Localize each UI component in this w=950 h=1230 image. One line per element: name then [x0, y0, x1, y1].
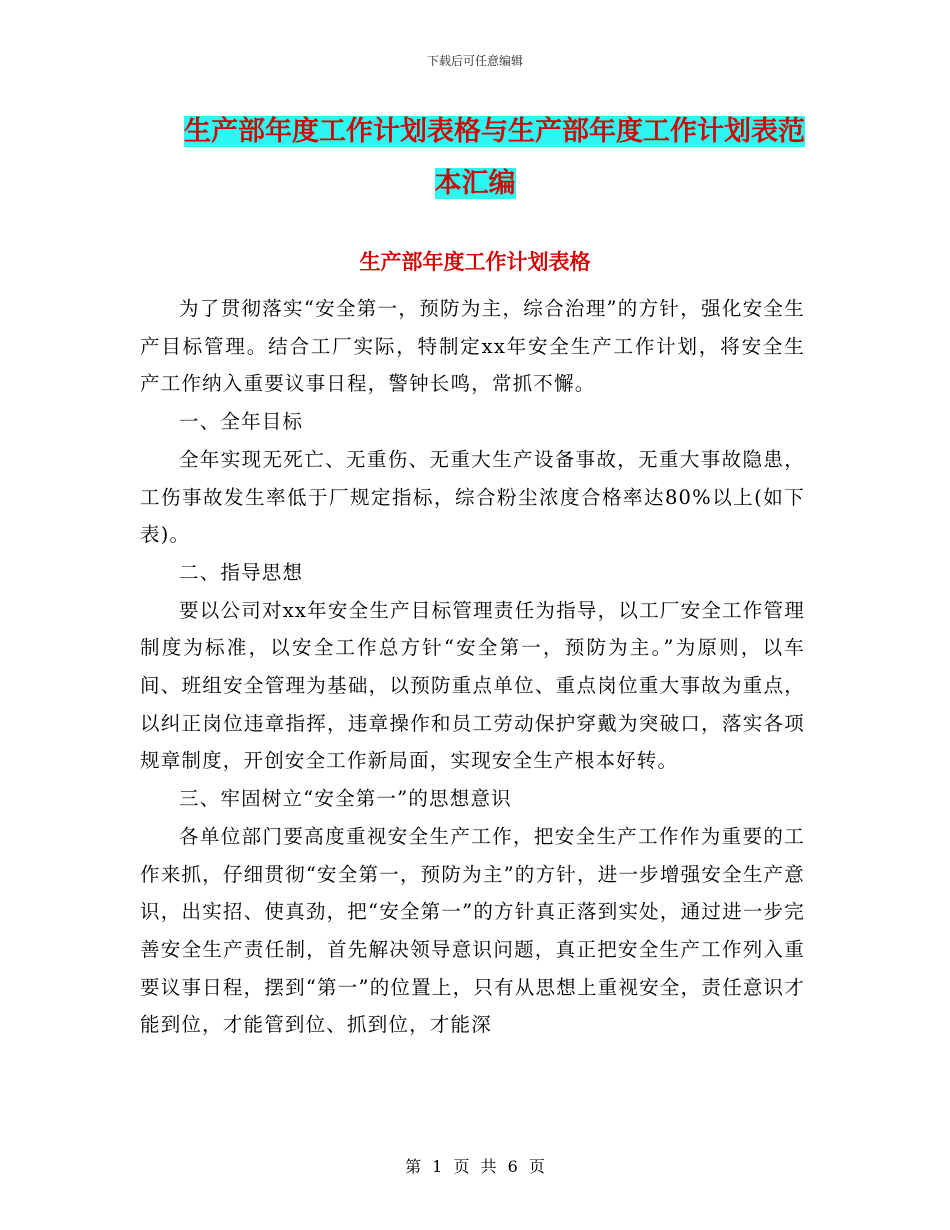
paragraph-goals: 全年实现无死亡、无重伤、无重大生产设备事故，无重大事故隐患，工伤事故发生率低于厂规定指标，综合粉尘浓度合格率达80%以上(如下表)。 [140, 447, 805, 547]
paragraph-awareness: 各单位部门要高度重视安全生产工作，把安全生产工作作为重要的工作来抓，仔细贯彻“安全第一，预防为主”的方针，进一步增强安全生产意识，出实招、使真劲，把“安全第一”的方针真正落到实处，通过进一步完善安全生产责任制，首先解决领导意识问题，真正把安全生产工作列入重要议事日程，摆到“第一”的位置上，只有从思想上重视安全，责任意识才能到位，才能管到位、抓到位，才能深 [140, 824, 805, 1037]
document-title [140, 106, 810, 210]
title-line-2: 本汇编 [434, 168, 516, 199]
paragraph-guidance: 要以公司对xx年安全生产目标管理责任为指导，以工厂安全工作管理制度为标准，以安全工作总方针“安全第一，预防为主。”为原则，以车间、班组安全管理为基础，以预防重点单位、重点岗位重大事故为重点，以纠正岗位违章指挥，违章操作和员工劳动保护穿戴为突破口，落实各项规章制度，开创安全工作新局面，实现安全生产根本好转。 [140, 598, 805, 773]
section-heading: 生产部年度工作计划表格 [359, 249, 591, 274]
paragraph-heading-2: 二、指导思想 [179, 560, 304, 584]
paragraph-heading-1: 一、全年目标 [179, 410, 304, 434]
paragraph-intro: 为了贯彻落实“安全第一，预防为主，综合治理”的方针，强化安全生产目标管理。结合工厂实际，特制定xx年安全生产工作计划，将安全生产工作纳入重要议事日程，警钟长鸣，常抓不懈。 [140, 297, 805, 396]
page-footer: 第 1 页 共 6 页 [405, 1157, 545, 1176]
body-text [140, 290, 805, 1044]
header-note: 下载后可任意编辑 [426, 54, 523, 68]
title-line-1: 生产部年度工作计划表格与生产部年度工作计划表范 [184, 116, 805, 147]
paragraph-heading-3: 三、牢固树立“安全第一”的思想意识 [179, 787, 512, 811]
